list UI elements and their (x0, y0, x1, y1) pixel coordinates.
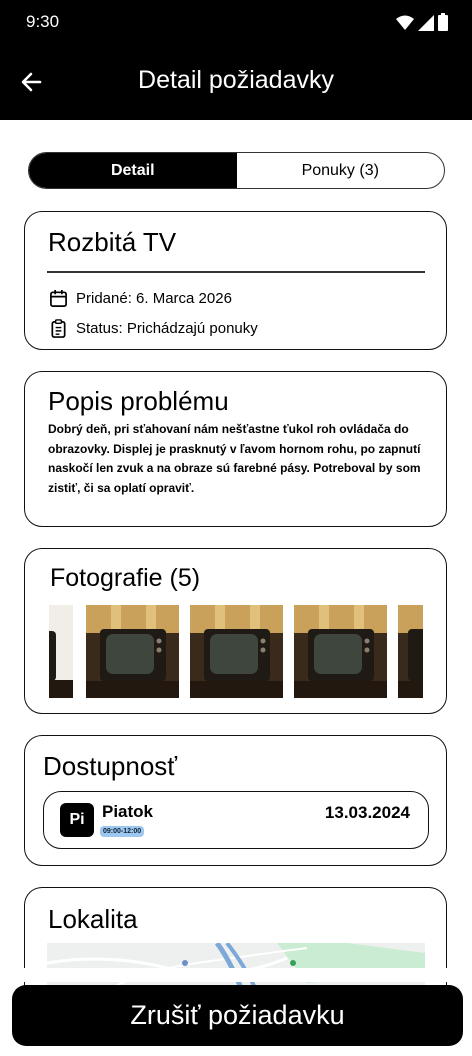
tab-offers[interactable]: Ponuky (3) (301, 161, 379, 179)
photo-thumbnail[interactable] (49, 605, 73, 698)
status-time: 9:30 (26, 12, 60, 31)
slot-day: Piatok (102, 802, 154, 821)
photo-thumbnail[interactable] (294, 605, 387, 698)
description-heading: Popis problému (48, 386, 229, 416)
status-row (49, 319, 258, 338)
request-title: Rozbitá TV (48, 227, 177, 257)
availability-heading: Dostupnosť (43, 751, 178, 781)
time-chip: 09:00-12:00 (100, 826, 144, 837)
availability-card (24, 735, 447, 866)
wifi-icon (396, 15, 414, 31)
tab-detail[interactable]: Detail (29, 153, 237, 188)
request-summary-card (24, 211, 447, 350)
battery-icon (438, 13, 448, 31)
slot-date: 13.03.2024 (324, 803, 410, 822)
calendar-icon (49, 289, 68, 308)
description-text: Dobrý deň, pri sťahovaní nám nešťastne ťukol roh ovládača do obrazovky. Displej je prasknutý v ľavom hornom rohu, po zapnutí naskočí len zvuk a na obraze sú farebné pásy. Potreboval by som zistiť, či sa oplatí opraviť. (48, 422, 421, 495)
photo-thumbnail[interactable] (190, 605, 283, 698)
signal-icon (418, 15, 434, 31)
location-heading: Lokalita (48, 904, 138, 934)
divider (47, 271, 425, 273)
photo-gallery[interactable] (49, 605, 423, 699)
cancel-request-button[interactable]: Zrušiť požiadavku (12, 985, 463, 1046)
clipboard-icon (49, 319, 68, 338)
added-date: Pridané: 6. Marca 2026 (76, 290, 232, 307)
status-icons (396, 13, 448, 31)
added-row (49, 289, 232, 308)
page-title: Detail požiadavky (138, 66, 334, 94)
photos-card (24, 548, 447, 714)
app-bar (0, 46, 472, 120)
description-card (24, 371, 447, 527)
tab-switcher (28, 152, 445, 189)
request-status: Status: Prichádzajú ponuky (76, 320, 258, 337)
photo-thumbnail[interactable] (86, 605, 179, 698)
status-bar (0, 0, 472, 46)
scroll-fade (0, 968, 472, 982)
day-avatar: Pi (60, 803, 94, 837)
photos-heading: Fotografie (5) (50, 564, 201, 592)
availability-slot[interactable] (43, 791, 429, 849)
photo-thumbnail[interactable] (398, 605, 423, 698)
